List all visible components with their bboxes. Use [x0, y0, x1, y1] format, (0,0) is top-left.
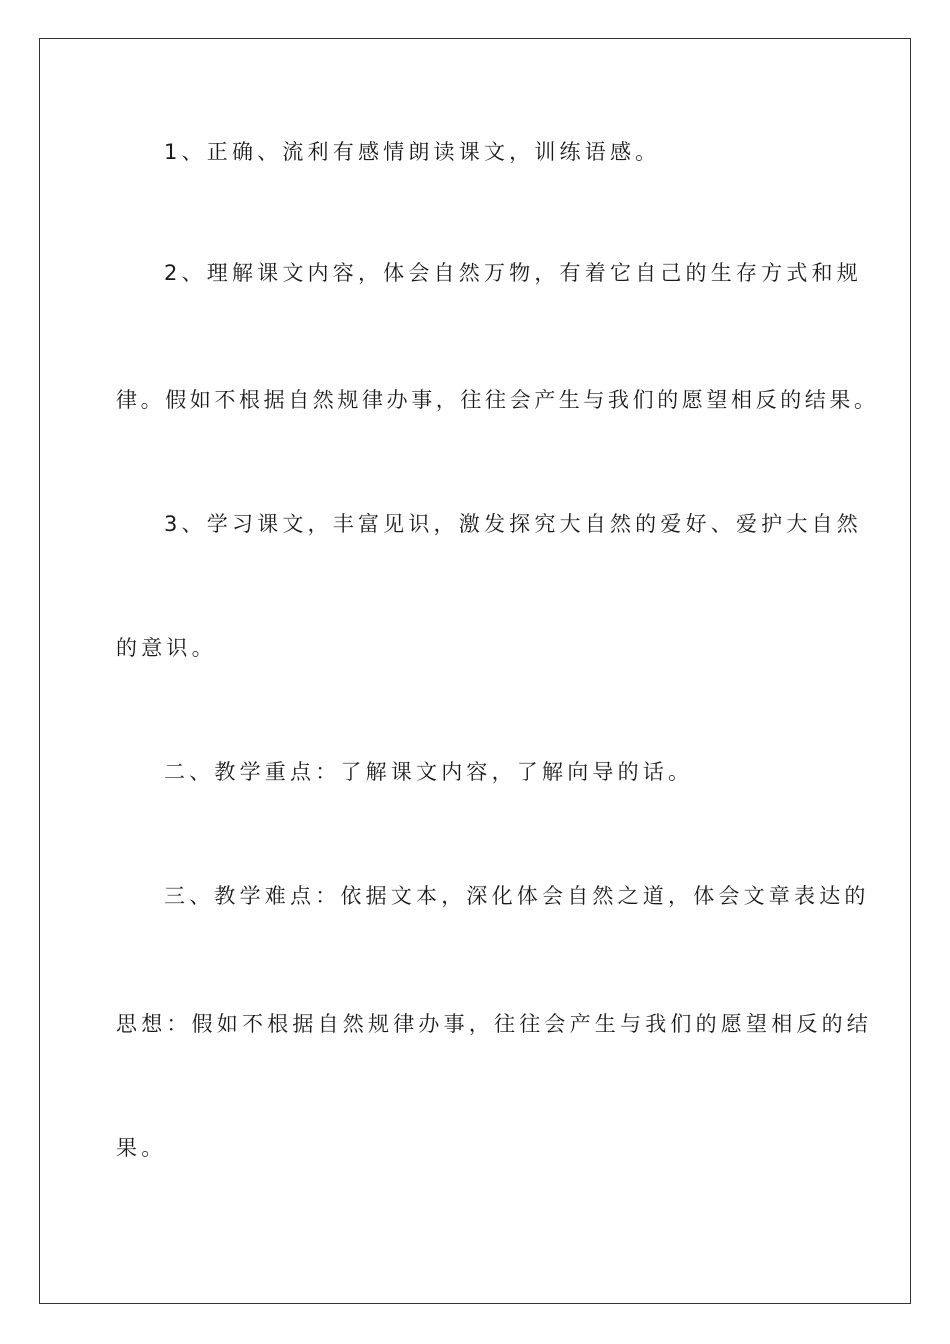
- teaching-focus-line: 二、教学重点：了解课文内容，了解向导的话。: [164, 760, 694, 784]
- objective-2-line-2: 律。假如不根据自然规律办事，往往会产生与我们的愿望相反的结果。: [116, 388, 879, 412]
- objective-2-line-1: 2、理解课文内容，体会自然万物，有着它自己的生存方式和规: [164, 261, 862, 285]
- page-frame: [39, 38, 911, 1304]
- teaching-difficulty-line-3: 果。: [116, 1136, 167, 1160]
- teaching-difficulty-line-2: 思想：假如不根据自然规律办事，往往会产生与我们的愿望相反的结: [116, 1012, 872, 1036]
- objective-1-line: 1、正确、流利有感情朗读课文，训练语感。: [164, 140, 661, 164]
- objective-3-line-1: 3、学习课文，丰富见识，激发探究大自然的爱好、爱护大自然: [164, 512, 862, 536]
- objective-3-line-2: 的意识。: [116, 636, 217, 660]
- teaching-difficulty-line-1: 三、教学难点：依据文本，深化体会自然之道，体会文章表达的: [164, 884, 870, 908]
